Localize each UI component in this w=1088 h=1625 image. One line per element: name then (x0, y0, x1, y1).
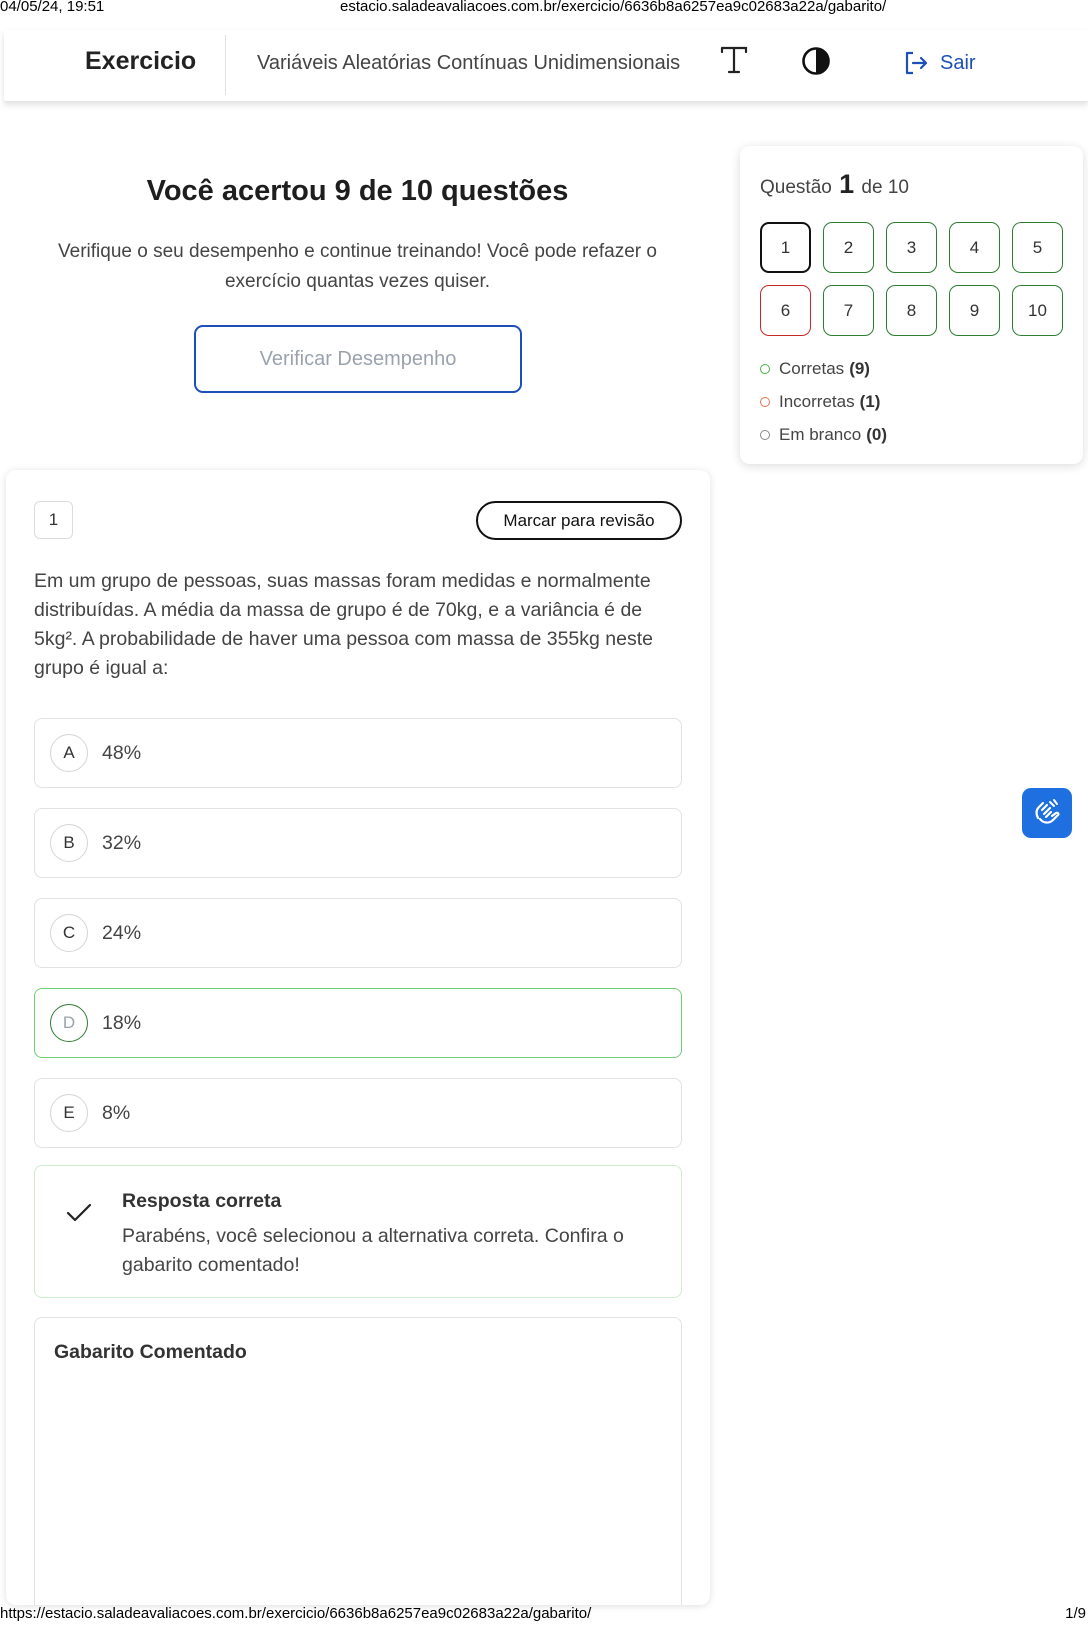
legend-correct-label: Corretas (779, 358, 845, 378)
option-text: 18% (102, 1011, 142, 1034)
question-text: Em um grupo de pessoas, suas massas foram medidas e normalmente distribuídas. A média da massa de grupo é de 70kg, e a variância é de 5kg². A probabilidade de haver uma pessoa com massa de 355kg neste grupo é igual a: (34, 570, 653, 679)
legend-incorrect-count: (1) (859, 391, 881, 411)
answer-feedback (34, 1165, 682, 1298)
legend-incorrect-label: Incorretas (779, 391, 855, 411)
option-d[interactable] (34, 988, 682, 1058)
logout-icon (902, 49, 930, 77)
legend-correct (760, 352, 887, 385)
question-grid (760, 222, 1065, 336)
option-text: 24% (102, 921, 142, 944)
brand-title: Exercicio (85, 47, 197, 75)
question-cell-4[interactable]: 4 (949, 222, 1000, 273)
option-text: 48% (102, 741, 142, 764)
question-cell-1[interactable]: 1 (760, 222, 811, 273)
sign-language-icon (1030, 796, 1064, 830)
question-number-badge: 1 (34, 501, 73, 539)
legend-blank-count: (0) (866, 424, 887, 444)
question-cell-6[interactable]: 6 (760, 285, 811, 336)
verify-performance-button[interactable]: Verificar Desempenho (194, 325, 522, 393)
legend-blank-label: Em branco (779, 424, 862, 444)
option-letter: A (50, 734, 88, 772)
option-e[interactable] (34, 1078, 682, 1148)
navigator-title-prefix: Questão (760, 177, 832, 198)
option-letter: E (50, 1094, 88, 1132)
question-cell-7[interactable]: 7 (823, 285, 874, 336)
question-cell-8[interactable]: 8 (886, 285, 937, 336)
question-cell-9[interactable]: 9 (949, 285, 1000, 336)
top-bar (4, 30, 1088, 102)
legend-correct-count: (9) (849, 358, 870, 378)
footer-url: https://estacio.saladeavaliacoes.com.br/exercicio/6636b8a6257ea9c02683a22a/gabarito/ (0, 1605, 592, 1622)
navigator-title (760, 169, 909, 200)
legend-incorrect (760, 385, 887, 418)
legend-dot-correct (760, 364, 770, 374)
check-icon (65, 1201, 93, 1225)
print-datetime: 04/05/24, 19:51 (0, 0, 105, 15)
question-cell-2[interactable]: 2 (823, 222, 874, 273)
option-letter: C (50, 914, 88, 952)
score-title: Você acertou 9 de 10 questões (146, 175, 569, 207)
option-letter: B (50, 824, 88, 862)
legend-dot-blank (760, 430, 770, 440)
legend-blank (760, 418, 887, 451)
sign-language-button[interactable] (1022, 788, 1072, 838)
feedback-body: Parabéns, você selecionou a alternativa correta. Confira o gabarito comentado! (122, 1225, 624, 1276)
commented-answer (34, 1317, 682, 1605)
question-cell-5[interactable]: 5 (1012, 222, 1063, 273)
status-legend (760, 352, 887, 451)
print-footer (0, 1603, 1088, 1625)
navigator-current-number: 1 (839, 169, 855, 199)
option-a[interactable] (34, 718, 682, 788)
option-c[interactable] (34, 898, 682, 968)
mark-for-review-button[interactable]: Marcar para revisão (476, 501, 682, 540)
score-subtitle: Verifique o seu desempenho e continue treinando! Você pode refazer o exercício quantas vezes quiser. (58, 241, 657, 292)
option-b[interactable] (34, 808, 682, 878)
feedback-title: Resposta correta (122, 1190, 282, 1212)
legend-dot-incorrect (760, 397, 770, 407)
contrast-icon[interactable] (801, 46, 831, 76)
question-cell-10[interactable]: 10 (1012, 285, 1063, 336)
commented-answer-title: Gabarito Comentado (54, 1341, 247, 1363)
logout-label: Sair (940, 51, 976, 74)
header-divider (225, 35, 226, 95)
option-text: 32% (102, 831, 142, 854)
question-card (6, 470, 710, 1605)
print-header (0, 0, 1088, 18)
page-number: 1/9 (1065, 1605, 1086, 1622)
navigator-title-suffix: de 10 (861, 177, 909, 198)
question-cell-3[interactable]: 3 (886, 222, 937, 273)
logout-button[interactable] (902, 48, 976, 78)
subject-title: Variáveis Aleatórias Contínuas Unidimensionais (257, 52, 681, 74)
print-url: estacio.saladeavaliacoes.com.br/exercicio/6636b8a6257ea9c02683a22a/gabarito/ (340, 0, 887, 15)
font-size-icon[interactable] (719, 44, 749, 76)
option-letter: D (50, 1004, 88, 1042)
option-text: 8% (102, 1101, 131, 1124)
question-navigator (740, 146, 1083, 464)
